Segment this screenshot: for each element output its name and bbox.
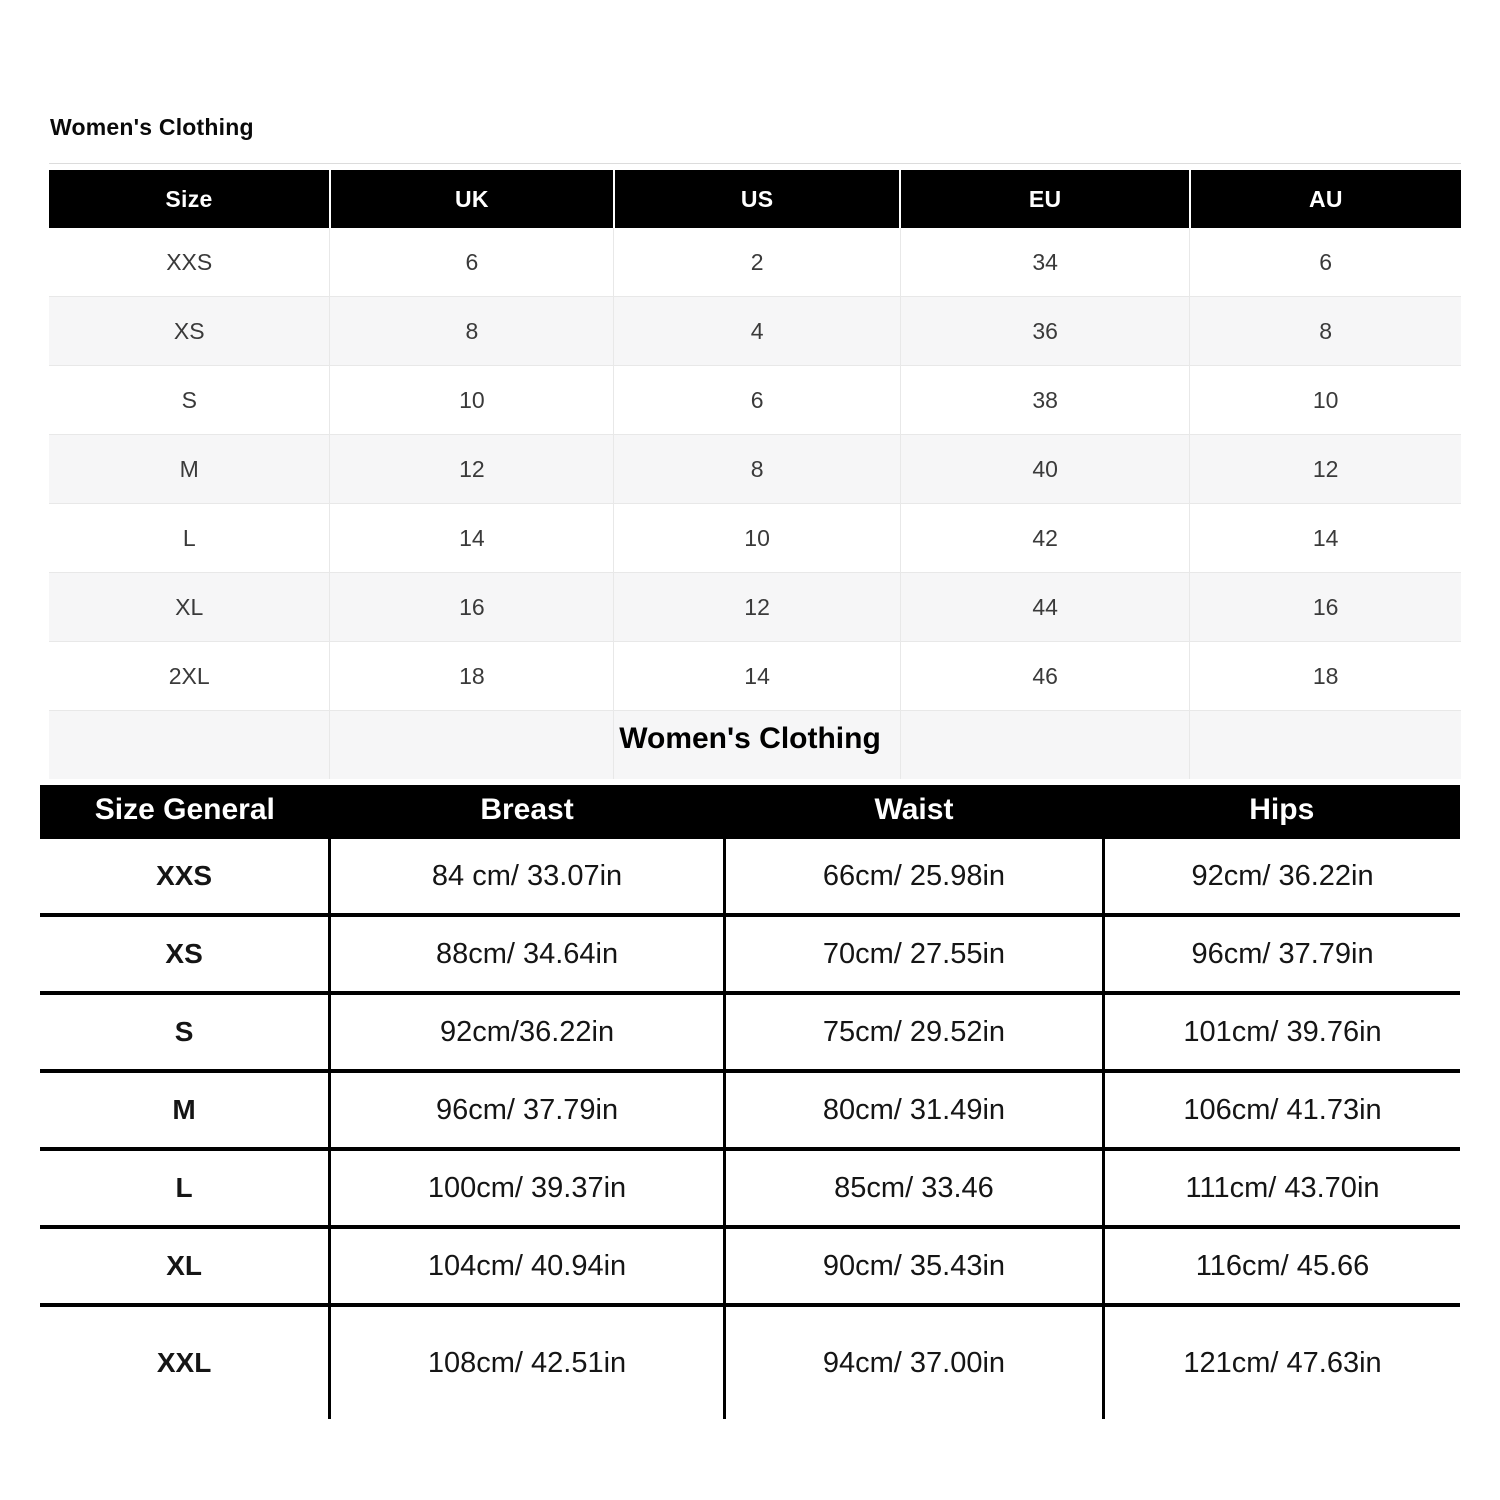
divider-line	[49, 163, 1461, 164]
cell-size: XL	[40, 1227, 330, 1305]
cell-waist: 70cm/ 27.55in	[724, 915, 1103, 993]
cell-hips: 101cm/ 39.76in	[1104, 993, 1460, 1071]
cell-breast: 96cm/ 37.79in	[330, 1071, 725, 1149]
cell-waist: 80cm/ 31.49in	[724, 1071, 1103, 1149]
cell-hips: 106cm/ 41.73in	[1104, 1071, 1460, 1149]
column-header-uk: UK	[330, 170, 614, 228]
cell-hips: 121cm/ 47.63in	[1104, 1305, 1460, 1419]
cell-uk: 16	[330, 573, 614, 642]
cell-uk: 12	[330, 435, 614, 504]
measurement-row-xxs	[40, 837, 1460, 915]
conversion-header-row	[49, 170, 1461, 228]
cell-breast: 108cm/ 42.51in	[330, 1305, 725, 1419]
cell-us: 10	[614, 504, 901, 573]
cell-waist: 66cm/ 25.98in	[724, 837, 1103, 915]
cell-uk: 10	[330, 366, 614, 435]
measurement-header-row	[40, 785, 1460, 837]
conversion-row-l	[49, 504, 1461, 573]
cell-size: S	[49, 366, 330, 435]
cell-au: 6	[1190, 228, 1461, 297]
cell-us: 2	[614, 228, 901, 297]
measurement-table-container	[40, 785, 1460, 1379]
measurement-row-xl	[40, 1227, 1460, 1305]
cell-size: XL	[49, 573, 330, 642]
column-header-waist: Waist	[724, 785, 1103, 837]
measurement-row-xxl	[40, 1305, 1460, 1419]
cell-us: 6	[614, 366, 901, 435]
conversion-row-2xl	[49, 642, 1461, 711]
cell-us: 8	[614, 435, 901, 504]
measurement-row-xs	[40, 915, 1460, 993]
measurement-table-title: Women's Clothing	[619, 722, 881, 755]
column-header-size: Size	[49, 170, 330, 228]
conversion-row-xl	[49, 573, 1461, 642]
cell-breast: 88cm/ 34.64in	[330, 915, 725, 993]
cell-size: L	[40, 1149, 330, 1227]
cell-waist: 75cm/ 29.52in	[724, 993, 1103, 1071]
size-conversion-table-container	[49, 170, 1461, 708]
cell-hips: 92cm/ 36.22in	[1104, 837, 1460, 915]
cell-hips: 111cm/ 43.70in	[1104, 1149, 1460, 1227]
body-measurement-table	[40, 785, 1460, 1419]
cell-size: M	[49, 435, 330, 504]
size-conversion-table	[49, 170, 1461, 779]
cell-size: S	[40, 993, 330, 1071]
cell-uk: 8	[330, 297, 614, 366]
cell-breast: 84 cm/ 33.07in	[330, 837, 725, 915]
cell-eu: 42	[900, 504, 1189, 573]
cell-eu: 44	[900, 573, 1189, 642]
cell-uk: 14	[330, 504, 614, 573]
cell-hips: 116cm/ 45.66	[1104, 1227, 1460, 1305]
measurement-row-l	[40, 1149, 1460, 1227]
cell-size: XS	[40, 915, 330, 993]
cell-size: XXL	[40, 1305, 330, 1419]
cell-eu: 36	[900, 297, 1189, 366]
cell-size: XS	[49, 297, 330, 366]
cell-eu: 40	[900, 435, 1189, 504]
cell-size: 2XL	[49, 642, 330, 711]
cell-uk: 6	[330, 228, 614, 297]
column-header-hips: Hips	[1104, 785, 1460, 837]
cell-us: 12	[614, 573, 901, 642]
cell-breast: 100cm/ 39.37in	[330, 1149, 725, 1227]
cell-eu: 38	[900, 366, 1189, 435]
cell-au: 16	[1190, 573, 1461, 642]
column-header-size-general: Size General	[40, 785, 330, 837]
column-header-au: AU	[1190, 170, 1461, 228]
column-header-breast: Breast	[330, 785, 725, 837]
cell-size: L	[49, 504, 330, 573]
cell-waist: 90cm/ 35.43in	[724, 1227, 1103, 1305]
cell-waist: 94cm/ 37.00in	[724, 1305, 1103, 1419]
cell-eu: 34	[900, 228, 1189, 297]
cell-size: M	[40, 1071, 330, 1149]
cell-breast: 92cm/36.22in	[330, 993, 725, 1071]
conversion-row-m	[49, 435, 1461, 504]
cell-hips: 96cm/ 37.79in	[1104, 915, 1460, 993]
cell-waist: 85cm/ 33.46	[724, 1149, 1103, 1227]
cell-eu: 46	[900, 642, 1189, 711]
cell-us: 4	[614, 297, 901, 366]
cell-au: 10	[1190, 366, 1461, 435]
conversion-row-xxs	[49, 228, 1461, 297]
cell-uk: 18	[330, 642, 614, 711]
column-header-us: US	[614, 170, 901, 228]
cell-breast: 104cm/ 40.94in	[330, 1227, 725, 1305]
cell-size: XXS	[49, 228, 330, 297]
conversion-row-xs	[49, 297, 1461, 366]
measurement-row-s	[40, 993, 1460, 1071]
conversion-row-s	[49, 366, 1461, 435]
cell-au: 8	[1190, 297, 1461, 366]
cell-au: 12	[1190, 435, 1461, 504]
cell-us: 14	[614, 642, 901, 711]
conversion-table-title: Women's Clothing	[50, 114, 254, 140]
cell-au: 14	[1190, 504, 1461, 573]
column-header-eu: EU	[900, 170, 1189, 228]
cell-size: XXS	[40, 837, 330, 915]
measurement-row-m	[40, 1071, 1460, 1149]
cell-au: 18	[1190, 642, 1461, 711]
